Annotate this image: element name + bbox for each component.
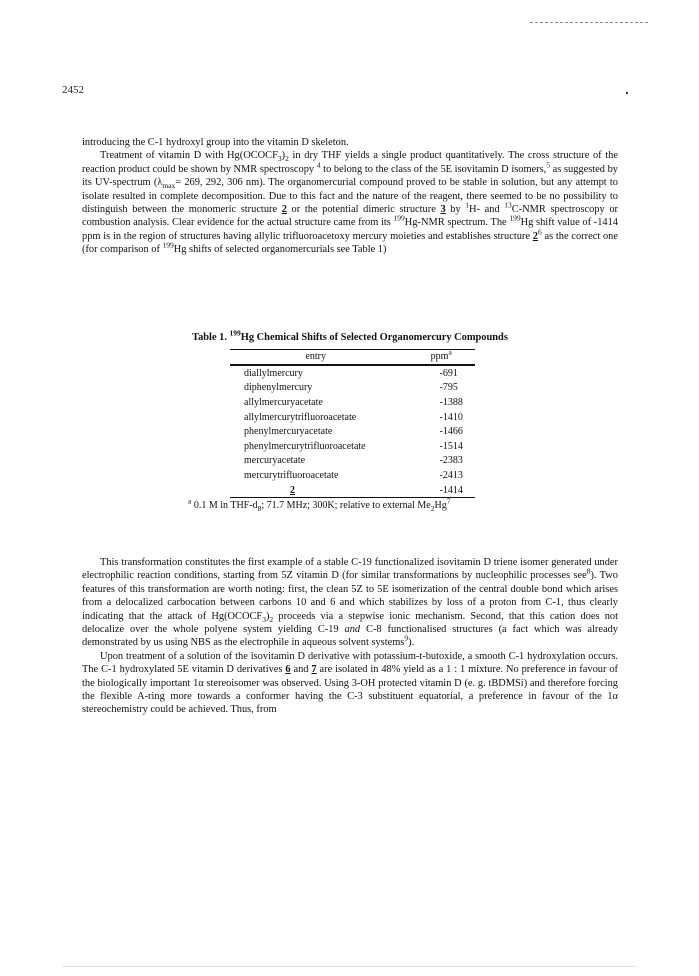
shift-table: [230, 349, 475, 498]
paragraph-intro: introducing the C-1 hydroxyl group into the vitamin D skeleton.: [82, 137, 349, 148]
structure-ref-6: 6: [285, 664, 291, 676]
margin-dot: [626, 92, 628, 94]
col-entry: entry: [230, 350, 387, 366]
col-ppm: ppm$^a$: [387, 350, 475, 366]
table-row: allylmercurytrifluoroacetate -1410: [244, 411, 463, 423]
structure-ref-2: 2: [281, 204, 287, 216]
table-row: 2 -1414: [230, 483, 475, 498]
discussion-text-block: [82, 556, 618, 717]
table-row: phenylmercuryacetate -1466: [244, 426, 463, 438]
table-title: Table 1. $^{199}$Hg Chemical Shifts of Selected Organomercury Compounds: [192, 328, 508, 343]
footer-rule: [62, 966, 637, 967]
table-row: mercurytrifluoroacetate -2413: [244, 469, 463, 481]
table-row: phenylmercurytrifluoroacetate -1514: [244, 440, 463, 452]
page-number: 2452: [62, 84, 84, 96]
table-footnote: $^a$ 0.1 M in THF-$d_8$; 71.7 MHz; 300K; relative to external $Me_2Hg^7$: [188, 497, 451, 514]
table-row: allylmercuryacetate -1388: [244, 396, 463, 408]
table-header-row: [230, 350, 475, 366]
header-rule: [530, 22, 648, 23]
paragraph-hydroxylation: Upon treatment of a solution of the isovitamin D derivative with potassium-t-butoxide, a smooth C-1 hydroxylation occurs. The C-1 hydroxylated 5E vitamin D derivatives 6 and 7 are isolated in 48% yield as a 1 : 1 mixture. No preference in favour of the biologically important 1α stereoisomer was observed. Using 3-OH protected vitamin D (e. g. tBDMSi) and therefore forcing the flexible A-ring more towards a conformer having the C-3 substituent equatorial, a preference in favour of the 1α stereochemistry could be achieved. Thus, from: [82, 650, 618, 716]
table-row: diallylmercury -691: [244, 367, 458, 379]
table-1: [150, 328, 550, 514]
intro-text-block: [82, 136, 618, 257]
table-row: mercuryacetate -2383: [244, 455, 463, 467]
structure-ref-3: 3: [440, 204, 446, 216]
table-row: diphenylmercury -795: [244, 382, 458, 394]
structure-ref-2b: 2: [532, 230, 538, 242]
paragraph-treatment: Treatment of vitamin D with $Hg(OCOCF_3)_2$ in dry THF yields a single product quantitatively. The cross structure of the reaction product could be shown by NMR spectroscopy $^4$ to belong to the class of the 5E isovitamin D isomers,$^5$ as suggested by its UV-spectrum ($\lambda_{max}= 269$, 292, 306 nm). The organomercurial compound proved to be stable in solution, but any attempt to isolate resulted in complete decomposition. Due to this fact and the nature of the reagent, there seemed to be no possibility to distinguish between the monomeric structure 2 or the potential dimeric structure 3 by $^1$H- and $^{13}$C-NMR spectroscopy or combustion analysis. Clear evidence for the actual structure came from its $^{199}$Hg-NMR spectrum. The $^{199}$Hg shift value of -1414 ppm is in the region of structures having allylic trifluoroacetoxy mercury moieties and establishes structure $2^6$ as the correct one (for comparison of $^{199}$Hg shifts of selected organomercurials see Table 1): [82, 150, 618, 256]
paragraph-transformation: This transformation constitutes the first example of a stable C-19 functionalized isovitamin D triene isomer generated under electrophilic reaction conditions, starting from 5Z vitamin D (for similar transformations by nucleophilic processes see$^8$). Two features of this transformation are worth noting: first, the clean 5Z to 5E isomerization of the central double bond which arises from a delocalized carbocation between carbons 10 and 6 and which stabilizes by loss of a proton from C-1, thus clearly indicating that the attack of $Hg(OCOCF_3)_2$ proceeds via a stepwise ionic mechanism. Second, that this cation does not delocalize over the whole polyene system yielding C-19 and C-8 functionalised structures (a fact which was already demonstrated by us using NBS as the electrophile in aqueous solvent systems$^9$).: [82, 557, 619, 649]
structure-ref-7: 7: [311, 664, 317, 676]
